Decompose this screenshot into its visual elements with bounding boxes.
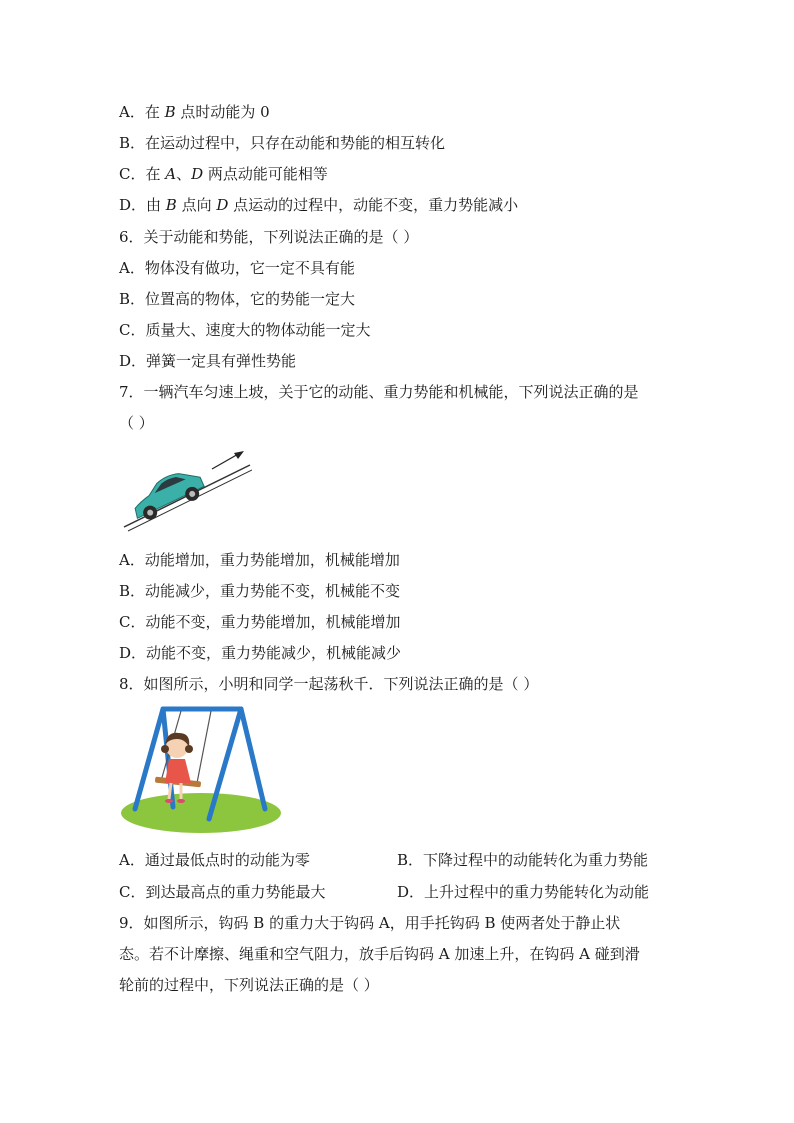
q7-option-c: C．动能不变，重力势能增加，机械能增加 bbox=[119, 613, 401, 631]
arrow-icon bbox=[234, 451, 244, 459]
q7-option-d: D．动能不变，重力势能减少，机械能减少 bbox=[119, 644, 402, 662]
q9-stem-line3: 轮前的过程中，下列说法正确的是（ ） bbox=[119, 976, 379, 994]
q9-stem-line1: 9．如图所示，钩码 B 的重力大于钩码 A，用手托钩码 B 使两者处于静止状 bbox=[119, 914, 621, 932]
q5-option-a: A．在 B 点时动能为 0 bbox=[119, 103, 270, 121]
girl-icon bbox=[161, 733, 193, 803]
var-d: D bbox=[216, 196, 229, 214]
q6-stem: 6．关于动能和势能，下列说法正确的是（ ） bbox=[119, 228, 419, 246]
q9-stem-line2: 态。若不计摩擦、绳重和空气阻力，放手后钩码 A 加速上升，在钩码 A 碰到滑 bbox=[119, 945, 640, 963]
q7-option-a: A．动能增加，重力势能增加，机械能增加 bbox=[119, 551, 400, 569]
q7-stem-line2: （ ） bbox=[119, 414, 154, 432]
q7-stem-line1: 7．一辆汽车匀速上坡，关于它的动能、重力势能和机械能，下列说法正确的是 bbox=[119, 383, 639, 401]
car-icon bbox=[127, 464, 208, 524]
q8-option-b: B．下降过程中的动能转化为重力势能 bbox=[397, 851, 649, 869]
q8-option-a: A．通过最低点时的动能为零 B．下降过程中的动能转化为重力势能 bbox=[119, 851, 649, 869]
q5-option-c: C．在 A、D 两点动能可能相等 bbox=[119, 165, 328, 183]
car-on-slope-figure bbox=[118, 447, 252, 533]
q8-option-c: C．到达最高点的重力势能最大 D．上升过程中的重力势能转化为动能 bbox=[119, 883, 650, 901]
var-a: A bbox=[165, 165, 177, 183]
grass-icon bbox=[121, 793, 281, 833]
q8-stem: 8．如图所示，小明和同学一起荡秋千．下列说法正确的是（ ） bbox=[119, 675, 539, 693]
q6-option-c: C．质量大、速度大的物体动能一定大 bbox=[119, 321, 371, 339]
q6-option-d: D．弹簧一定具有弹性势能 bbox=[119, 352, 297, 370]
var-b: B bbox=[165, 196, 177, 214]
q8-option-d: D．上升过程中的重力势能转化为动能 bbox=[397, 883, 650, 901]
q7-option-b: B．动能减少，重力势能不变，机械能不变 bbox=[119, 582, 401, 600]
swing-figure bbox=[119, 705, 284, 835]
q6-option-b: B．位置高的物体，它的势能一定大 bbox=[119, 290, 356, 308]
q6-option-a: A．物体没有做功，它一定不具有能 bbox=[119, 259, 355, 277]
q5-option-d: D．由 B 点向 D 点运动的过程中，动能不变，重力势能减小 bbox=[119, 196, 519, 214]
var-b: B bbox=[164, 103, 176, 121]
var-d: D bbox=[191, 165, 204, 183]
q5-option-b: B．在运动过程中，只存在动能和势能的相互转化 bbox=[119, 134, 446, 152]
